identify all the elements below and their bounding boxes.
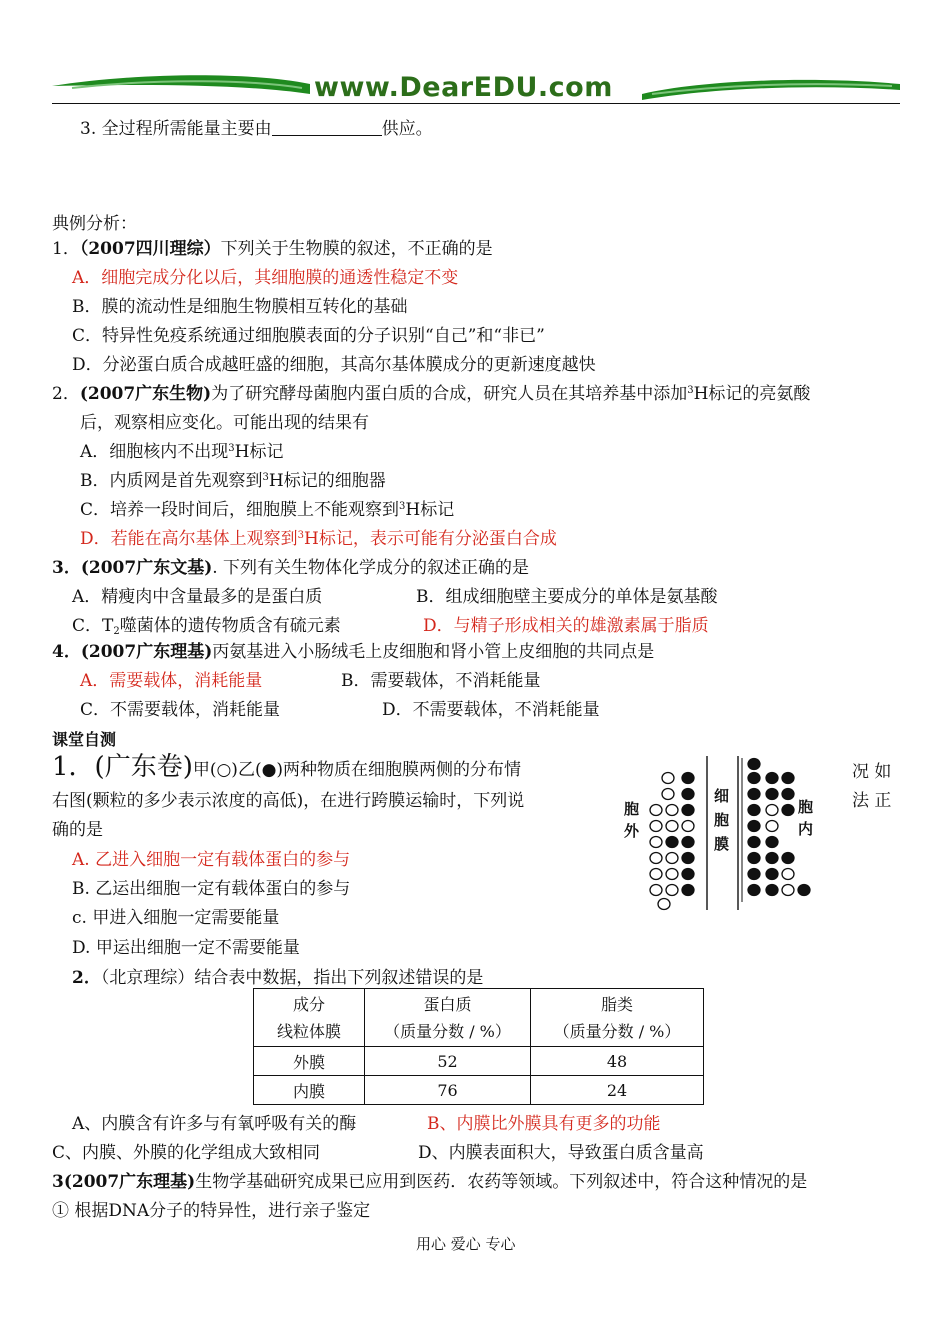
practice-1-line1: 1．(广东卷)甲(○)乙(●)两种物质在细胞膜两侧的分布情 — [52, 752, 522, 782]
particle-filled — [666, 837, 678, 848]
particle-open — [782, 869, 794, 880]
header-cell-protein: 蛋白质 （质量分数 / %） — [365, 989, 531, 1047]
row-name: 内膜 — [254, 1076, 365, 1105]
particle-filled — [782, 773, 794, 784]
membrane-diagram — [618, 752, 818, 912]
q4-option-c: C．不需要载体，消耗能量 — [80, 700, 281, 720]
particle-open — [650, 821, 662, 832]
q1-option-b: B．膜的流动性是细胞生物膜相互转化的基础 — [72, 297, 408, 317]
row-lipid: 48 — [531, 1047, 704, 1076]
top-item: 3. 全过程所需能量主要由 供应。 — [80, 119, 433, 139]
particle-filled — [782, 853, 794, 864]
particle-filled — [682, 805, 694, 816]
q1-option-d: D．分泌蛋白质合成越旺盛的细胞，其高尔基体膜成分的更新速度越快 — [72, 355, 596, 375]
particle-filled — [682, 853, 694, 864]
particle-filled — [766, 853, 778, 864]
header-rule — [52, 103, 900, 104]
p1-option-b: B. 乙运出细胞一定有载体蛋白的参与 — [72, 879, 351, 899]
particle-filled — [748, 885, 760, 896]
header-cell-component: 成分 线粒体膜 — [254, 989, 365, 1047]
particle-open — [666, 805, 678, 816]
particle-filled — [748, 837, 760, 848]
section-title-selftest: 课堂自测 — [52, 730, 117, 749]
section-title-examples: 典例分析： — [52, 214, 137, 234]
practice-1-line2-right: 法 正 — [852, 791, 892, 811]
row-name: 外膜 — [254, 1047, 365, 1076]
q3-option-a: A．精瘦肉中含量最多的是蛋白质 — [72, 587, 323, 607]
particle-open — [650, 837, 662, 848]
question-1: 1．（2007四川理综）下列关于生物膜的叙述，不正确的是 — [52, 239, 493, 259]
answer-blank[interactable] — [272, 117, 382, 136]
particle-filled — [748, 805, 760, 816]
particle-open — [650, 869, 662, 880]
practice-1-line2: 右图(颗粒的多少表示浓度的高低)，在进行跨膜运输时，下列说 — [52, 791, 525, 811]
q1-option-a: A．细胞完成分化以后，其细胞膜的通透性稳定不变 — [72, 268, 459, 288]
question-2: 2．(2007广东生物)为了研究酵母菌胞内蛋白质的合成，研究人员在其培养基中添加$^3$H标记的亮氨酸 — [52, 384, 811, 404]
q3-option-d: D．与精子形成相关的雄激素属于脂质 — [423, 616, 709, 636]
particle-filled — [766, 789, 778, 800]
particle-filled — [682, 869, 694, 880]
q4-option-a: A．需要载体，消耗能量 — [80, 671, 263, 691]
particle-filled — [766, 773, 778, 784]
practice-1-line1-right: 况 如 — [852, 762, 892, 782]
outside-label: 胞 外 — [624, 800, 640, 840]
row-lipid: 24 — [531, 1076, 704, 1105]
particle-filled — [748, 853, 760, 864]
particle-open — [766, 805, 778, 816]
particle-filled — [682, 837, 694, 848]
q2-option-a: A．细胞核内不出现$^3$H标记 — [80, 442, 284, 462]
particle-open — [650, 805, 662, 816]
particle-filled — [766, 837, 778, 848]
question-2-cont: 后，观察相应变化。可能出现的结果有 — [80, 413, 369, 433]
question-4: 4．(2007广东理基)丙氨基进入小肠绒毛上皮细胞和肾小管上皮细胞的共同点是 — [52, 642, 655, 662]
logo-text[interactable]: www.DearEDU.com — [314, 72, 613, 103]
q2-option-c: C．培养一段时间后，细胞膜上不能观察到$^3$H标记 — [80, 500, 455, 520]
particle-filled — [782, 805, 794, 816]
q4-option-b: B．需要载体，不消耗能量 — [341, 671, 541, 691]
q4-option-d: D．不需要载体，不消耗能量 — [382, 700, 600, 720]
footer-slogan: 用心 爱心 专心 — [416, 1235, 516, 1253]
particle-filled — [766, 869, 778, 880]
p2-option-c: C、内膜、外膜的化学组成大致相同 — [52, 1143, 321, 1163]
particle-open — [666, 853, 678, 864]
p2-option-b: B、内膜比外膜具有更多的功能 — [427, 1114, 661, 1134]
table-header-row — [254, 989, 704, 1047]
p2-option-a: A、内膜含有许多与有氧呼吸有关的酶 — [72, 1114, 357, 1134]
row-protein: 52 — [365, 1047, 531, 1076]
particle-filled — [682, 789, 694, 800]
particle-open — [682, 821, 694, 832]
table-row — [254, 1076, 704, 1105]
particle-filled — [766, 885, 778, 896]
particle-open — [662, 789, 674, 800]
q3-option-b: B．组成细胞壁主要成分的单体是氨基酸 — [416, 587, 718, 607]
practice-3: 3(2007广东理基)生物学基础研究成果已应用到医药．农药等领域。下列叙述中，符合这种情况的是 — [52, 1172, 808, 1192]
q1-option-c: C．特异性免疫系统通过细胞膜表面的分子识别“自己”和“非已” — [72, 326, 545, 346]
q3-option-c: C．$T_2$噬菌体的遗传物质含有硫元素 — [72, 616, 341, 637]
particle-filled — [748, 789, 760, 800]
membrane-composition-table — [253, 988, 704, 1105]
table-row — [254, 1047, 704, 1076]
particle-open — [766, 821, 778, 832]
p1-option-a: A. 乙进入细胞一定有载体蛋白的参与 — [72, 850, 351, 870]
particle-filled — [748, 759, 760, 770]
particle-filled — [748, 869, 760, 880]
particle-open — [666, 885, 678, 896]
q2-option-b: B．内质网是首先观察到$^3$H标记的细胞器 — [80, 471, 386, 491]
particle-filled — [748, 773, 760, 784]
particle-open — [650, 853, 662, 864]
particle-open — [650, 885, 662, 896]
particle-filled — [798, 885, 810, 896]
particle-open — [662, 773, 674, 784]
practice-1-line3: 确的是 — [52, 820, 103, 840]
header-banner — [52, 70, 900, 106]
particle-filled — [782, 789, 794, 800]
p3-item-1: ① 根据DNA分子的特异性，进行亲子鉴定 — [52, 1201, 371, 1221]
question-3: 3．(2007广东文基). 下列有关生物体化学成分的叙述正确的是 — [52, 558, 530, 578]
particle-open — [782, 885, 794, 896]
p1-option-c: c. 甲进入细胞一定需要能量 — [72, 908, 280, 928]
p1-option-d: D. 甲运出细胞一定不需要能量 — [72, 938, 300, 958]
particle-filled — [682, 885, 694, 896]
particle-filled — [682, 773, 694, 784]
inside-label: 胞 内 — [798, 798, 814, 838]
membrane-label: 细 胞 膜 — [714, 787, 730, 853]
practice-2: 2．（北京理综）结合表中数据，指出下列叙述错误的是 — [72, 968, 484, 988]
header-cell-lipid: 脂类 （质量分数 / %） — [531, 989, 704, 1047]
particle-open — [666, 869, 678, 880]
particle-filled — [748, 821, 760, 832]
q2-option-d: D．若能在高尔基体上观察到$^3$H标记，表示可能有分泌蛋白合成 — [80, 529, 557, 549]
particle-open — [658, 899, 670, 910]
p2-option-d: D、内膜表面积大，导致蛋白质含量高 — [418, 1143, 704, 1163]
row-protein: 76 — [365, 1076, 531, 1105]
particle-open — [666, 821, 678, 832]
